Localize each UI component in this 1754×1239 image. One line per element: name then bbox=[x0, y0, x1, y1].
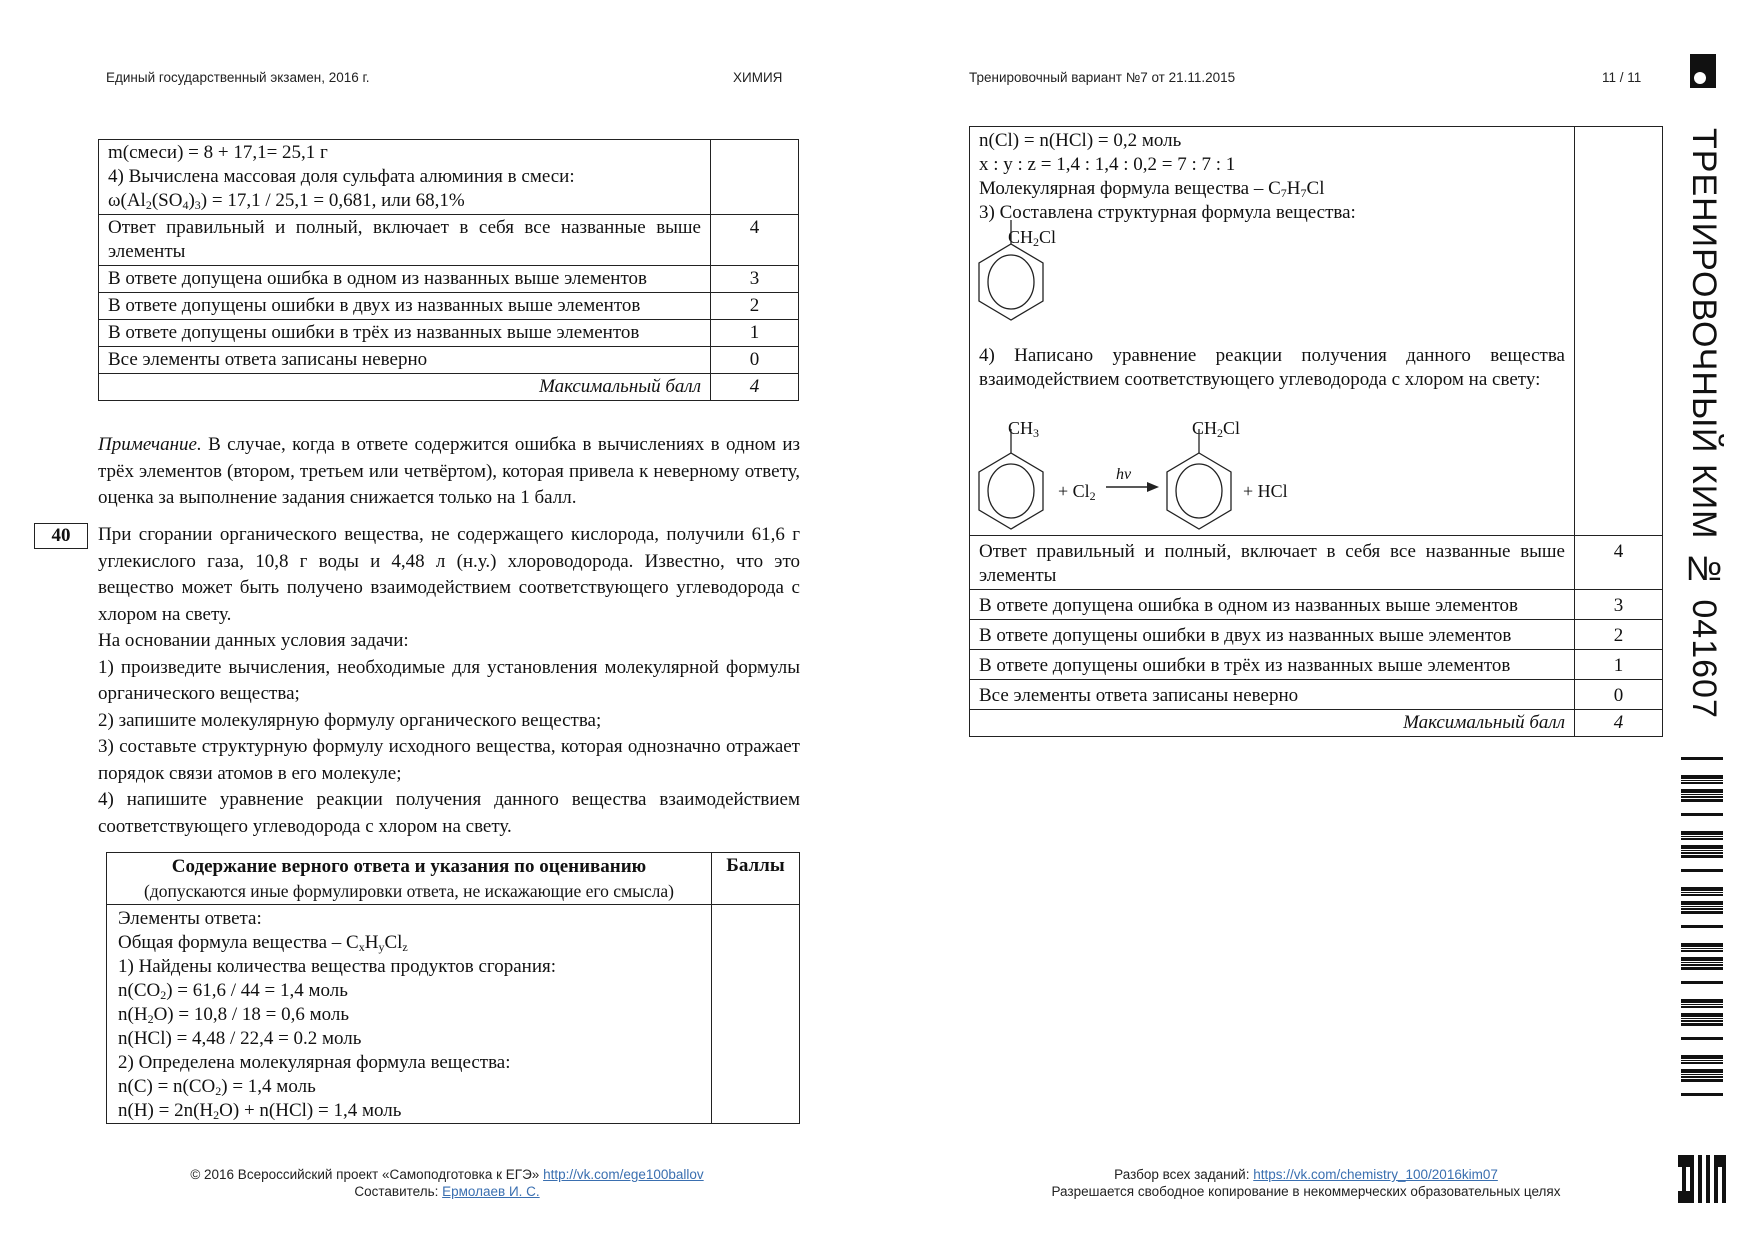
criteria-score: 3 bbox=[1575, 590, 1663, 620]
task-paragraph: 3) составьте структурную формулу исходного вещества, которая однозначно отражает порядок связи атомов в его молекуле; bbox=[98, 736, 800, 784]
formula-text: CH bbox=[1192, 418, 1218, 438]
formula-text: ) bbox=[188, 190, 195, 211]
subscript: 2 bbox=[147, 1012, 154, 1026]
answer-line bbox=[118, 1003, 700, 1027]
formula-text: 3) Составлена структурная формула вещества: bbox=[979, 202, 1356, 223]
note-paragraph bbox=[98, 432, 800, 512]
formula-text: n(H) = 2n(H bbox=[118, 1100, 214, 1121]
analysis-link[interactable]: https://vk.com/chemistry_100/2016kim07 bbox=[1253, 1167, 1498, 1182]
answer-line bbox=[118, 1075, 700, 1099]
task-paragraph: При сгорании органического вещества, не содержащего кислорода, получили 61,6 г углекислого газа, 10,8 г воды и 4,48 л (н.у.) хлороводорода. Известно, что это вещество может быть получено взаимодействием соответствующего углеводорода с хлором на свету. bbox=[98, 524, 800, 625]
answer-table bbox=[106, 852, 800, 1124]
formula-text: O) = 10,8 / 18 = 0,6 моль bbox=[153, 1004, 349, 1025]
formula-text: Cl bbox=[1039, 227, 1057, 247]
exam-title: Единый государственный экзамен, 2016 г. bbox=[106, 70, 370, 85]
subscript: 2 bbox=[160, 988, 167, 1002]
benzene-ring-icon bbox=[979, 220, 1043, 320]
footer-right bbox=[1000, 1166, 1612, 1200]
structure-drawing bbox=[970, 127, 1570, 537]
table-header-row bbox=[107, 853, 800, 905]
subscript: 2 bbox=[213, 1108, 220, 1122]
task-text bbox=[98, 522, 800, 840]
subscript: 4 bbox=[182, 198, 189, 212]
answer-line bbox=[118, 931, 700, 955]
answer-elements-cell bbox=[107, 905, 712, 1124]
formula-text: ω(Al bbox=[108, 190, 146, 211]
formula-text: Cl bbox=[1223, 418, 1241, 438]
max-score-row bbox=[970, 710, 1663, 737]
formula-text: (SO bbox=[151, 190, 183, 211]
subscript: 2 bbox=[145, 198, 152, 212]
formula-text: Молекулярная формула вещества – C bbox=[979, 178, 1281, 199]
criteria-row bbox=[970, 620, 1663, 650]
table-row bbox=[970, 127, 1663, 536]
criteria-row bbox=[970, 590, 1663, 620]
copy-permission-note: Разрешается свободное копирование в некоммерческих образовательных целях bbox=[1051, 1184, 1561, 1199]
formula-text: + Cl bbox=[1058, 481, 1090, 501]
max-score-label: Максимальный балл bbox=[970, 710, 1575, 737]
formula-text: n(H bbox=[118, 1004, 148, 1025]
answer-line bbox=[118, 979, 700, 1003]
subscript: 7 bbox=[1280, 186, 1287, 200]
scoring-table-right bbox=[969, 126, 1663, 737]
criteria-text: В ответе допущены ошибки в трёх из названных выше элементов bbox=[99, 320, 711, 347]
subscript: 2 bbox=[215, 1084, 222, 1098]
formula-text: Общая формула вещества – C bbox=[118, 932, 359, 953]
formula-text: 4) Вычислена массовая доля сульфата алюминия в смеси: bbox=[108, 166, 575, 187]
formula-text: O) + n(HCl) = 1,4 моль bbox=[219, 1100, 402, 1121]
criteria-row bbox=[970, 680, 1663, 710]
criteria-text: В ответе допущены ошибки в трёх из названных выше элементов bbox=[970, 650, 1575, 680]
answer-content-cell bbox=[99, 140, 711, 215]
criteria-text: Все элементы ответа записаны неверно bbox=[99, 347, 711, 374]
criteria-score: 4 bbox=[1575, 536, 1663, 590]
step4-text: 4) Написано уравнение реакции получения данного вещества взаимодействием соответствующего углеводорода с хлором на свету: bbox=[979, 345, 1565, 390]
formula-text: 2) Определена молекулярная формула вещества: bbox=[118, 1052, 511, 1073]
note-label: Примечание. bbox=[98, 434, 202, 455]
vertical-kim-title: ТРЕНИРОВОЧНЫЙ КИМ № 041607 bbox=[1685, 128, 1723, 719]
answer-line bbox=[118, 955, 700, 979]
arrow-label: hν bbox=[1116, 466, 1132, 483]
formula-text: n(HCl) = 4,48 / 22,4 = 0.2 моль bbox=[118, 1028, 362, 1049]
formula-text: 1) Найдены количества вещества продуктов сгорания: bbox=[118, 956, 557, 977]
criteria-row bbox=[99, 215, 799, 266]
benzyl-chloride-ring-icon bbox=[1167, 429, 1231, 529]
hcl-product: + HCl bbox=[1243, 481, 1288, 501]
criteria-score: 2 bbox=[711, 293, 799, 320]
note-text: В случае, когда в ответе содержится ошибка в вычислениях в одном из трёх элементов (втором, третьем или четвёртом), которая привела к неверному ответу, оценка за выполнение задания снижается только на 1 балл. bbox=[98, 434, 800, 508]
max-score-value: 4 bbox=[711, 374, 799, 401]
criteria-text: Все элементы ответа записаны неверно bbox=[970, 680, 1575, 710]
answer-line bbox=[118, 1027, 700, 1051]
formula-text: CH bbox=[1008, 418, 1034, 438]
score-cell bbox=[711, 140, 799, 215]
max-score-row bbox=[99, 374, 799, 401]
formula-text: H bbox=[364, 932, 379, 953]
subscript: 2 bbox=[1217, 426, 1224, 440]
author-link[interactable]: Ермолаев И. С. bbox=[442, 1184, 540, 1199]
formula-text: Cl bbox=[384, 932, 403, 953]
formula-text: ) = 61,6 / 44 = 1,4 моль bbox=[166, 980, 348, 1001]
criteria-score: 1 bbox=[711, 320, 799, 347]
criteria-text: В ответе допущена ошибка в одном из названных выше элементов bbox=[970, 590, 1575, 620]
answer-line bbox=[118, 1099, 700, 1123]
criteria-text: Ответ правильный и полный, включает в себя все названные выше элементы bbox=[970, 536, 1575, 590]
barcode-icon bbox=[1681, 752, 1723, 1102]
answer-line bbox=[118, 907, 700, 931]
formula-text: n(C) = n(CO bbox=[118, 1076, 216, 1097]
criteria-row bbox=[970, 536, 1663, 590]
formula-text: ) = 17,1 / 25,1 = 0,681, или 68,1% bbox=[200, 190, 465, 211]
formula-line bbox=[108, 165, 701, 189]
footer-left bbox=[147, 1166, 747, 1200]
criteria-text: Ответ правильный и полный, включает в себя все названные выше элементы bbox=[99, 215, 711, 266]
criteria-row bbox=[970, 650, 1663, 680]
variant-title: Тренировочный вариант №7 от 21.11.2015 bbox=[969, 70, 1236, 85]
criteria-score: 1 bbox=[1575, 650, 1663, 680]
subscript: 2 bbox=[1089, 489, 1096, 503]
toluene-ring-icon bbox=[979, 429, 1043, 529]
formula-text: m(смеси) = 8 + 17,1= 25,1 г bbox=[108, 142, 328, 163]
corner-marker-icon bbox=[1690, 54, 1716, 88]
formula-line bbox=[108, 141, 701, 165]
answer-content-cell bbox=[970, 127, 1575, 536]
formula-text: x : y : z = 1,4 : 1,4 : 0,2 = 7 : 7 : 1 bbox=[979, 154, 1236, 175]
subscript: z bbox=[402, 940, 408, 954]
qr-code-icon bbox=[1678, 1155, 1726, 1203]
scoring-table-left bbox=[98, 139, 799, 401]
criteria-score: 0 bbox=[1575, 680, 1663, 710]
task-paragraph: 4) напишите уравнение реакции получения данного вещества взаимодействием соответствующего углеводорода с хлором на свету. bbox=[98, 789, 800, 837]
formula-line bbox=[108, 189, 701, 213]
max-score-value: 4 bbox=[1575, 710, 1663, 737]
task-number-box: 40 bbox=[34, 523, 88, 549]
criteria-row bbox=[99, 347, 799, 374]
copyright-text: © 2016 Всероссийский проект «Самоподготовка к ЕГЭ» bbox=[190, 1167, 540, 1182]
project-link[interactable]: http://vk.com/ege100ballov bbox=[543, 1167, 704, 1182]
table-row bbox=[107, 905, 800, 1124]
author-label: Составитель: bbox=[354, 1184, 439, 1199]
criteria-text: В ответе допущены ошибки в двух из названных выше элементов bbox=[99, 293, 711, 320]
criteria-row bbox=[99, 320, 799, 347]
subscript: 7 bbox=[1300, 186, 1307, 200]
task-paragraph: На основании данных условия задачи: bbox=[98, 630, 409, 651]
task-paragraph: 1) произведите вычисления, необходимые для установления молекулярной формулы органического вещества; bbox=[98, 656, 800, 704]
subscript: 3 bbox=[194, 198, 201, 212]
criteria-row bbox=[99, 293, 799, 320]
criteria-score: 3 bbox=[711, 266, 799, 293]
criteria-text: В ответе допущена ошибка в одном из названных выше элементов bbox=[99, 266, 711, 293]
max-score-label: Максимальный балл bbox=[99, 374, 711, 401]
criteria-text: В ответе допущены ошибки в двух из названных выше элементов bbox=[970, 620, 1575, 650]
reaction-arrow-icon bbox=[1106, 482, 1159, 492]
analysis-label: Разбор всех заданий: bbox=[1114, 1167, 1250, 1182]
score-cell bbox=[1575, 127, 1663, 536]
task-paragraph: 2) запишите молекулярную формулу органического вещества; bbox=[98, 709, 602, 731]
header-content-cell bbox=[107, 853, 712, 905]
subscript: 2 bbox=[1033, 235, 1040, 249]
subscript: y bbox=[378, 940, 385, 954]
formula-text: H bbox=[1286, 178, 1301, 199]
formula-text: Элементы ответа: bbox=[118, 908, 262, 929]
criteria-score: 4 bbox=[711, 215, 799, 266]
header-subtitle: (допускаются иные формулировки ответа, не искажающие его смысла) bbox=[144, 881, 674, 901]
formula-text: ) = 1,4 моль bbox=[221, 1076, 316, 1097]
subscript: x bbox=[358, 940, 365, 954]
formula-text: n(Cl) = n(HCl) = 0,2 моль bbox=[979, 130, 1182, 151]
formula-text: CH bbox=[1008, 227, 1034, 247]
page-number: 11 / 11 bbox=[1602, 70, 1642, 85]
criteria-score: 0 bbox=[711, 347, 799, 374]
score-cell bbox=[712, 905, 800, 1124]
criteria-score: 2 bbox=[1575, 620, 1663, 650]
header-score: Баллы bbox=[712, 853, 800, 905]
subscript: 3 bbox=[1033, 426, 1040, 440]
answer-line bbox=[118, 1051, 700, 1075]
formula-text: Cl bbox=[1306, 178, 1325, 199]
header-title: Содержание верного ответа и указания по оцениванию bbox=[171, 856, 647, 877]
formula-text: n(CO bbox=[118, 980, 161, 1001]
subject-title: ХИМИЯ bbox=[733, 70, 783, 85]
table-row bbox=[99, 140, 799, 215]
criteria-row bbox=[99, 266, 799, 293]
